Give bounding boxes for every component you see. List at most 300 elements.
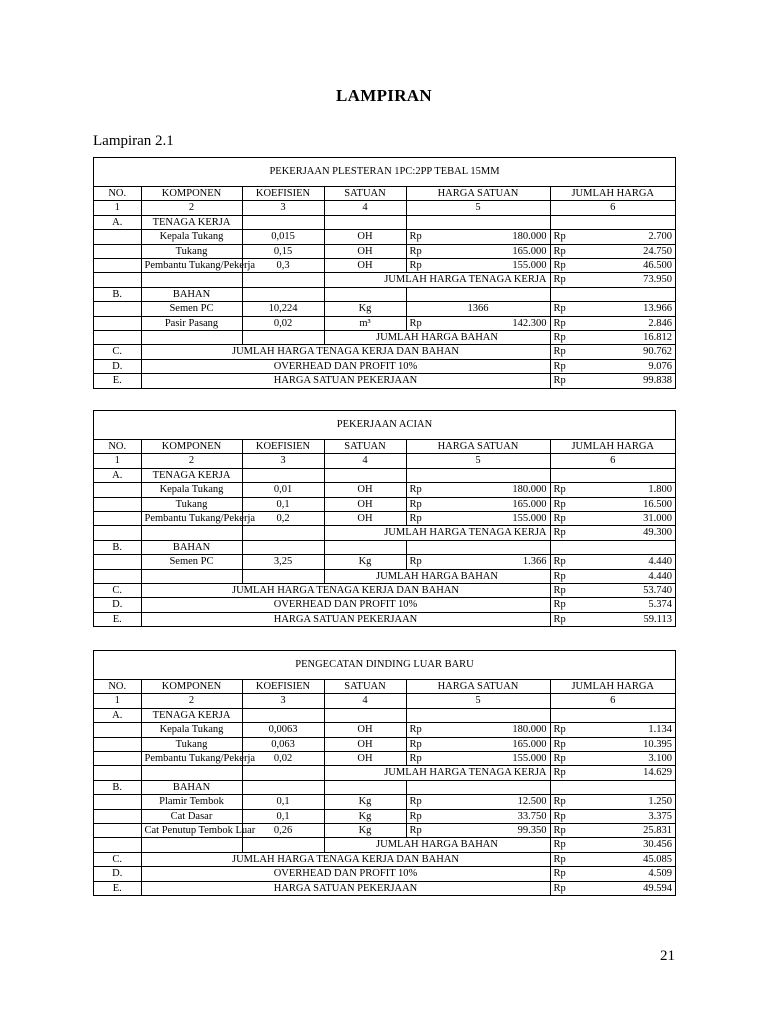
empty-cell <box>406 287 550 301</box>
empty-cell <box>94 230 141 244</box>
amount: 180.000 <box>512 231 547 243</box>
labor-row <box>94 259 675 273</box>
empty-cell <box>242 468 324 482</box>
empty-cell <box>550 287 675 301</box>
labor-total-value <box>550 273 675 287</box>
coefficient: 0,0063 <box>242 723 324 737</box>
empty-cell <box>94 838 141 852</box>
labor-total-row <box>94 273 675 287</box>
unit-price <box>406 316 550 330</box>
labor-row <box>94 497 675 511</box>
cost-table <box>93 157 676 389</box>
component-name: Pasir Pasang <box>141 316 242 330</box>
empty-cell <box>550 780 675 794</box>
total-price <box>550 512 675 526</box>
col-no-header: NO. <box>94 440 141 454</box>
col-number: 3 <box>242 201 324 215</box>
col-komponen-header: KOMPONEN <box>141 440 242 454</box>
amount: 33.750 <box>517 810 547 822</box>
rp-label: Rp <box>409 724 422 736</box>
material-row <box>94 809 675 823</box>
summary-row-c <box>94 584 675 598</box>
summary-value <box>550 867 675 881</box>
empty-cell <box>242 287 324 301</box>
summary-row-c <box>94 852 675 866</box>
section-letter: C. <box>94 345 141 359</box>
amount: 12.500 <box>517 796 547 808</box>
rp-label: Rp <box>409 738 422 750</box>
empty-cell <box>141 838 242 852</box>
col-number: 5 <box>406 694 550 708</box>
unit-price <box>406 555 550 569</box>
empty-cell <box>94 273 141 287</box>
col-satuan-header: SATUAN <box>324 440 406 454</box>
component-name: Semen PC <box>141 302 242 316</box>
rp-label: Rp <box>553 753 566 765</box>
rp-label: Rp <box>553 245 566 257</box>
rp-label: Rp <box>409 245 422 257</box>
material-total-label: JUMLAH HARGA BAHAN <box>324 838 550 852</box>
col-number: 4 <box>324 454 406 468</box>
section-title: BAHAN <box>141 540 242 554</box>
summary-value <box>550 374 675 388</box>
rp-label: Rp <box>553 613 566 625</box>
column-number-row <box>94 694 675 708</box>
empty-cell <box>242 838 324 852</box>
rp-label: Rp <box>553 882 566 894</box>
col-no-header: NO. <box>94 680 141 694</box>
amount: 4.440 <box>648 570 672 582</box>
section-b-row <box>94 287 675 301</box>
section-b-row <box>94 780 675 794</box>
section-letter: C. <box>94 584 141 598</box>
unit-price <box>406 737 550 751</box>
rp-label: Rp <box>553 796 566 808</box>
unit: m³ <box>324 316 406 330</box>
col-satuan-header: SATUAN <box>324 680 406 694</box>
summary-value <box>550 852 675 866</box>
empty-cell <box>94 723 141 737</box>
unit-price <box>406 230 550 244</box>
unit: OH <box>324 244 406 258</box>
component-name: Tukang <box>141 244 242 258</box>
amount: 90.762 <box>643 346 672 358</box>
labor-total-label: JUMLAH HARGA TENAGA KERJA <box>324 526 550 540</box>
summary-value <box>550 598 675 612</box>
amount: 45.085 <box>643 853 672 865</box>
section-letter: C. <box>94 852 141 866</box>
empty-cell <box>324 468 406 482</box>
empty-cell <box>94 512 141 526</box>
rp-label: Rp <box>553 513 566 525</box>
section-letter: A. <box>94 215 141 229</box>
header-row <box>94 680 675 694</box>
empty-cell <box>141 331 242 345</box>
rp-label: Rp <box>553 332 566 344</box>
material-total-value <box>550 331 675 345</box>
empty-cell <box>242 569 324 583</box>
rp-label: Rp <box>409 317 422 329</box>
summary-label: HARGA SATUAN PEKERJAAN <box>141 374 550 388</box>
section-title: TENAGA KERJA <box>141 215 242 229</box>
rp-label: Rp <box>553 839 566 851</box>
amount: 16.812 <box>643 332 672 344</box>
col-number: 5 <box>406 454 550 468</box>
rp-label: Rp <box>409 498 422 510</box>
appendix-label: Lampiran 2.1 <box>93 133 174 149</box>
rp-label: Rp <box>553 484 566 496</box>
coefficient: 3,25 <box>242 555 324 569</box>
cost-breakdown-table <box>94 680 675 895</box>
amount: 2.700 <box>648 231 672 243</box>
rp-label: Rp <box>409 231 422 243</box>
amount: 155.000 <box>512 513 547 525</box>
summary-label: OVERHEAD DAN PROFIT 10% <box>141 598 550 612</box>
amount: 165.000 <box>512 498 547 510</box>
empty-cell <box>141 569 242 583</box>
material-total-value <box>550 569 675 583</box>
unit-price <box>406 259 550 273</box>
total-price <box>550 483 675 497</box>
amount: 31.000 <box>643 513 672 525</box>
total-price <box>550 737 675 751</box>
empty-cell <box>242 540 324 554</box>
total-price <box>550 230 675 244</box>
rp-label: Rp <box>553 825 566 837</box>
col-komponen-header: KOMPONEN <box>141 187 242 201</box>
col-number: 3 <box>242 454 324 468</box>
rp-label: Rp <box>409 260 422 272</box>
empty-cell <box>94 737 141 751</box>
unit-price <box>406 244 550 258</box>
page-number: 21 <box>660 948 675 964</box>
component-name: Pembantu Tukang/Pekerja <box>141 512 242 526</box>
col-number: 2 <box>141 201 242 215</box>
empty-cell <box>406 708 550 722</box>
col-satuan-header: SATUAN <box>324 187 406 201</box>
labor-total-value <box>550 526 675 540</box>
amount: 25.831 <box>643 825 672 837</box>
rp-label: Rp <box>553 810 566 822</box>
amount: 24.750 <box>643 245 672 257</box>
unit: Kg <box>324 795 406 809</box>
cost-table <box>93 650 676 896</box>
coefficient: 0,02 <box>242 752 324 766</box>
unit-price <box>406 512 550 526</box>
section-letter: E. <box>94 374 141 388</box>
rp-label: Rp <box>553 853 566 865</box>
empty-cell <box>94 824 141 838</box>
empty-cell <box>550 215 675 229</box>
coefficient: 0,1 <box>242 809 324 823</box>
empty-cell <box>94 569 141 583</box>
amount: 3.100 <box>648 753 672 765</box>
amount: 180.000 <box>512 484 547 496</box>
material-row <box>94 824 675 838</box>
rp-label: Rp <box>409 513 422 525</box>
empty-cell <box>94 809 141 823</box>
section-letter: A. <box>94 468 141 482</box>
empty-cell <box>94 331 141 345</box>
rp-label: Rp <box>553 738 566 750</box>
coefficient: 0,1 <box>242 795 324 809</box>
component-name: Pembantu Tukang/Pekerja <box>141 752 242 766</box>
coefficient: 0,1 <box>242 497 324 511</box>
col-koefisien-header: KOEFISIEN <box>242 187 324 201</box>
rp-label: Rp <box>553 274 566 286</box>
total-price <box>550 824 675 838</box>
empty-cell <box>94 302 141 316</box>
section-title: BAHAN <box>141 287 242 301</box>
unit: OH <box>324 512 406 526</box>
col-harga-satuan-header: HARGA SATUAN <box>406 187 550 201</box>
coefficient: 0,26 <box>242 824 324 838</box>
empty-cell <box>406 215 550 229</box>
page-title: LAMPIRAN <box>336 86 432 105</box>
total-price <box>550 809 675 823</box>
unit-price <box>406 497 550 511</box>
empty-cell <box>94 555 141 569</box>
rp-label: Rp <box>553 556 566 568</box>
empty-cell <box>242 708 324 722</box>
table-caption: PENGECATAN DINDING LUAR BARU <box>94 651 675 680</box>
empty-cell <box>94 259 141 273</box>
unit: OH <box>324 483 406 497</box>
rp-label: Rp <box>553 303 566 315</box>
material-row <box>94 555 675 569</box>
coefficient: 0,2 <box>242 512 324 526</box>
summary-value <box>550 359 675 373</box>
amount: 2.846 <box>648 317 672 329</box>
total-price <box>550 555 675 569</box>
component-name: Cat Penutup Tembok Luar <box>141 824 242 838</box>
col-jumlah-harga-header: JUMLAH HARGA <box>550 187 675 201</box>
amount: 10.395 <box>643 738 672 750</box>
unit: Kg <box>324 555 406 569</box>
coefficient: 0,01 <box>242 483 324 497</box>
rp-label: Rp <box>409 810 422 822</box>
cost-breakdown-table <box>94 187 675 388</box>
labor-row <box>94 244 675 258</box>
rp-label: Rp <box>409 825 422 837</box>
material-total-row <box>94 569 675 583</box>
unit-price: 1366 <box>406 302 550 316</box>
total-price <box>550 795 675 809</box>
empty-cell <box>94 526 141 540</box>
col-number: 3 <box>242 694 324 708</box>
summary-label: HARGA SATUAN PEKERJAAN <box>141 881 550 895</box>
empty-cell <box>242 273 324 287</box>
rp-label: Rp <box>553 360 566 372</box>
component-name: Kepala Tukang <box>141 723 242 737</box>
column-number-row <box>94 201 675 215</box>
labor-row <box>94 483 675 497</box>
rp-label: Rp <box>409 556 422 568</box>
summary-value <box>550 881 675 895</box>
labor-row <box>94 512 675 526</box>
empty-cell <box>324 540 406 554</box>
rp-label: Rp <box>553 599 566 611</box>
amount: 1.250 <box>648 796 672 808</box>
summary-row-e <box>94 612 675 626</box>
summary-value <box>550 584 675 598</box>
rp-label: Rp <box>553 868 566 880</box>
summary-label: HARGA SATUAN PEKERJAAN <box>141 612 550 626</box>
amount: 5.374 <box>648 599 672 611</box>
amount: 4.509 <box>648 868 672 880</box>
rp-label: Rp <box>409 484 422 496</box>
material-row <box>94 302 675 316</box>
unit: Kg <box>324 809 406 823</box>
section-letter: D. <box>94 867 141 881</box>
unit: OH <box>324 497 406 511</box>
labor-total-label: JUMLAH HARGA TENAGA KERJA <box>324 273 550 287</box>
amount: 49.300 <box>643 527 672 539</box>
amount: 73.950 <box>643 274 672 286</box>
unit-price <box>406 795 550 809</box>
rp-label: Rp <box>553 346 566 358</box>
total-price <box>550 723 675 737</box>
col-number: 1 <box>94 201 141 215</box>
section-letter: B. <box>94 287 141 301</box>
summary-label: JUMLAH HARGA TENAGA KERJA DAN BAHAN <box>141 584 550 598</box>
amount: 180.000 <box>512 724 547 736</box>
empty-cell <box>141 766 242 780</box>
empty-cell <box>141 273 242 287</box>
amount: 1.800 <box>648 484 672 496</box>
labor-total-label: JUMLAH HARGA TENAGA KERJA <box>324 766 550 780</box>
amount: 1.366 <box>522 556 547 568</box>
empty-cell <box>94 766 141 780</box>
material-total-label: JUMLAH HARGA BAHAN <box>324 331 550 345</box>
unit: OH <box>324 737 406 751</box>
amount: 14.629 <box>643 767 672 779</box>
total-price <box>550 497 675 511</box>
rp-label: Rp <box>553 498 566 510</box>
empty-cell <box>324 287 406 301</box>
col-no-header: NO. <box>94 187 141 201</box>
amount: 1.134 <box>648 724 672 736</box>
total-price <box>550 316 675 330</box>
amount: 155.000 <box>512 753 547 765</box>
table-caption: PEKERJAAN ACIAN <box>94 411 675 440</box>
empty-cell <box>94 752 141 766</box>
empty-cell <box>406 468 550 482</box>
col-number: 4 <box>324 201 406 215</box>
coefficient: 10,224 <box>242 302 324 316</box>
cost-breakdown-table <box>94 440 675 626</box>
summary-value <box>550 612 675 626</box>
col-komponen-header: KOMPONEN <box>141 680 242 694</box>
unit-price <box>406 752 550 766</box>
summary-label: OVERHEAD DAN PROFIT 10% <box>141 867 550 881</box>
labor-row <box>94 737 675 751</box>
unit: OH <box>324 259 406 273</box>
summary-label: JUMLAH HARGA TENAGA KERJA DAN BAHAN <box>141 345 550 359</box>
section-letter: B. <box>94 780 141 794</box>
col-koefisien-header: KOEFISIEN <box>242 680 324 694</box>
unit: OH <box>324 230 406 244</box>
section-letter: B. <box>94 540 141 554</box>
total-price <box>550 244 675 258</box>
summary-value <box>550 345 675 359</box>
cost-table <box>93 410 676 627</box>
section-letter: E. <box>94 612 141 626</box>
coefficient: 0,015 <box>242 230 324 244</box>
unit: Kg <box>324 824 406 838</box>
summary-label: JUMLAH HARGA TENAGA KERJA DAN BAHAN <box>141 852 550 866</box>
summary-row-c <box>94 345 675 359</box>
component-name: Pembantu Tukang/Pekerja <box>141 259 242 273</box>
amount: 3.375 <box>648 810 672 822</box>
amount: 142.300 <box>512 317 547 329</box>
section-letter: A. <box>94 708 141 722</box>
empty-cell <box>94 244 141 258</box>
unit-price <box>406 483 550 497</box>
section-letter: D. <box>94 359 141 373</box>
amount: 13.966 <box>643 303 672 315</box>
empty-cell <box>550 468 675 482</box>
amount: 165.000 <box>512 738 547 750</box>
rp-label: Rp <box>409 753 422 765</box>
total-price <box>550 259 675 273</box>
col-number: 1 <box>94 454 141 468</box>
labor-row <box>94 752 675 766</box>
empty-cell <box>550 708 675 722</box>
section-letter: D. <box>94 598 141 612</box>
coefficient: 0,02 <box>242 316 324 330</box>
col-jumlah-harga-header: JUMLAH HARGA <box>550 680 675 694</box>
component-name: Plamir Tembok <box>141 795 242 809</box>
empty-cell <box>406 780 550 794</box>
empty-cell <box>406 540 550 554</box>
col-number: 4 <box>324 694 406 708</box>
col-number: 6 <box>550 454 675 468</box>
unit: OH <box>324 723 406 737</box>
col-number: 6 <box>550 694 675 708</box>
amount: 99.350 <box>517 825 547 837</box>
section-b-row <box>94 540 675 554</box>
empty-cell <box>242 780 324 794</box>
empty-cell <box>94 497 141 511</box>
section-a-row <box>94 215 675 229</box>
empty-cell <box>242 331 324 345</box>
material-row <box>94 795 675 809</box>
col-number: 5 <box>406 201 550 215</box>
rp-label: Rp <box>553 375 566 387</box>
amount: 46.500 <box>643 260 672 272</box>
labor-total-row <box>94 766 675 780</box>
empty-cell <box>324 215 406 229</box>
summary-label: OVERHEAD DAN PROFIT 10% <box>141 359 550 373</box>
empty-cell <box>141 526 242 540</box>
amount: 99.838 <box>643 375 672 387</box>
amount: 155.000 <box>512 260 547 272</box>
unit: OH <box>324 752 406 766</box>
rp-label: Rp <box>553 724 566 736</box>
coefficient: 0,063 <box>242 737 324 751</box>
empty-cell <box>242 526 324 540</box>
col-number: 6 <box>550 201 675 215</box>
summary-row-d <box>94 359 675 373</box>
empty-cell <box>94 316 141 330</box>
component-name: Tukang <box>141 497 242 511</box>
material-row <box>94 316 675 330</box>
section-a-row <box>94 468 675 482</box>
amount: 53.740 <box>643 585 672 597</box>
amount: 49.594 <box>643 882 672 894</box>
col-number: 2 <box>141 694 242 708</box>
